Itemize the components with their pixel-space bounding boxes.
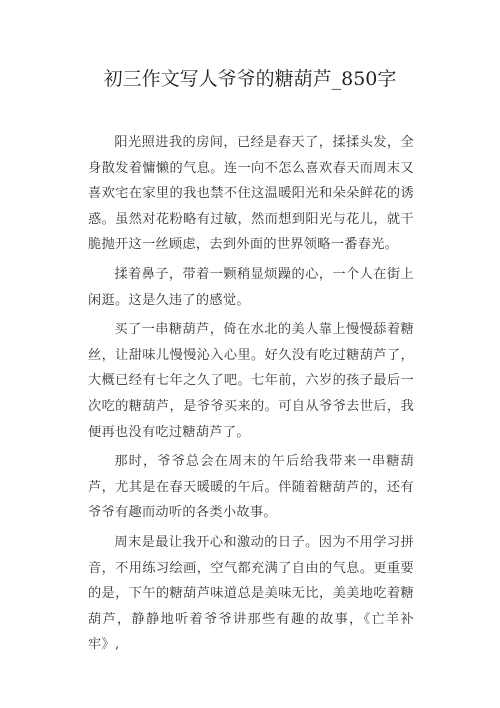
paragraph: 买了一串糖葫芦，倚在水北的美人靠上慢慢舔着糖丝，让甜味儿慢慢沁入心里。好久没有吃过糖葫芦了，大概已经有七年之久了吧。七年前，六岁的孩子最后一次吃的糖葫芦，是爷爷买来的。可自从爷爷去世后，我便再也没有吃过糖葫芦了。 [88,322,414,440]
document-body [88,130,414,662]
paragraph: 揉着鼻子，带着一颗稍显烦躁的心，一个人在街上闲逛。这是久违了的感觉。 [88,266,414,308]
paragraph: 阳光照进我的房间，已经是春天了，揉揉头发，全身散发着慵懒的气息。连一向不怎么喜欢春天而周末又喜欢宅在家里的我也禁不住这温暖阳光和朵朵鲜花的诱惑。虽然对花粉略有过敏，然而想到阳光与花儿，就干脆抛开这一丝顾虑，去到外面的世界领略一番春光。 [88,135,414,253]
document-title: 初三作文写人爷爷的糖葫芦_850字 [103,68,397,90]
paragraph: 周末是最让我开心和激动的日子。因为不用学习拼音，不用练习绘画，空气都充满了自由的气息。更重要的是，下午的糖葫芦味道总是美味无比，美美地吃着糖葫芦，静静地听着爷爷讲那些有趣的故事，《亡羊补牢》, [88,534,414,653]
paragraph: 那时，爷爷总会在周末的午后给我带来一串糖葫芦，尤其是在春天暖暖的午后。伴随着糖葫芦的，还有爷爷有趣而动听的各类小故事。 [88,454,414,521]
